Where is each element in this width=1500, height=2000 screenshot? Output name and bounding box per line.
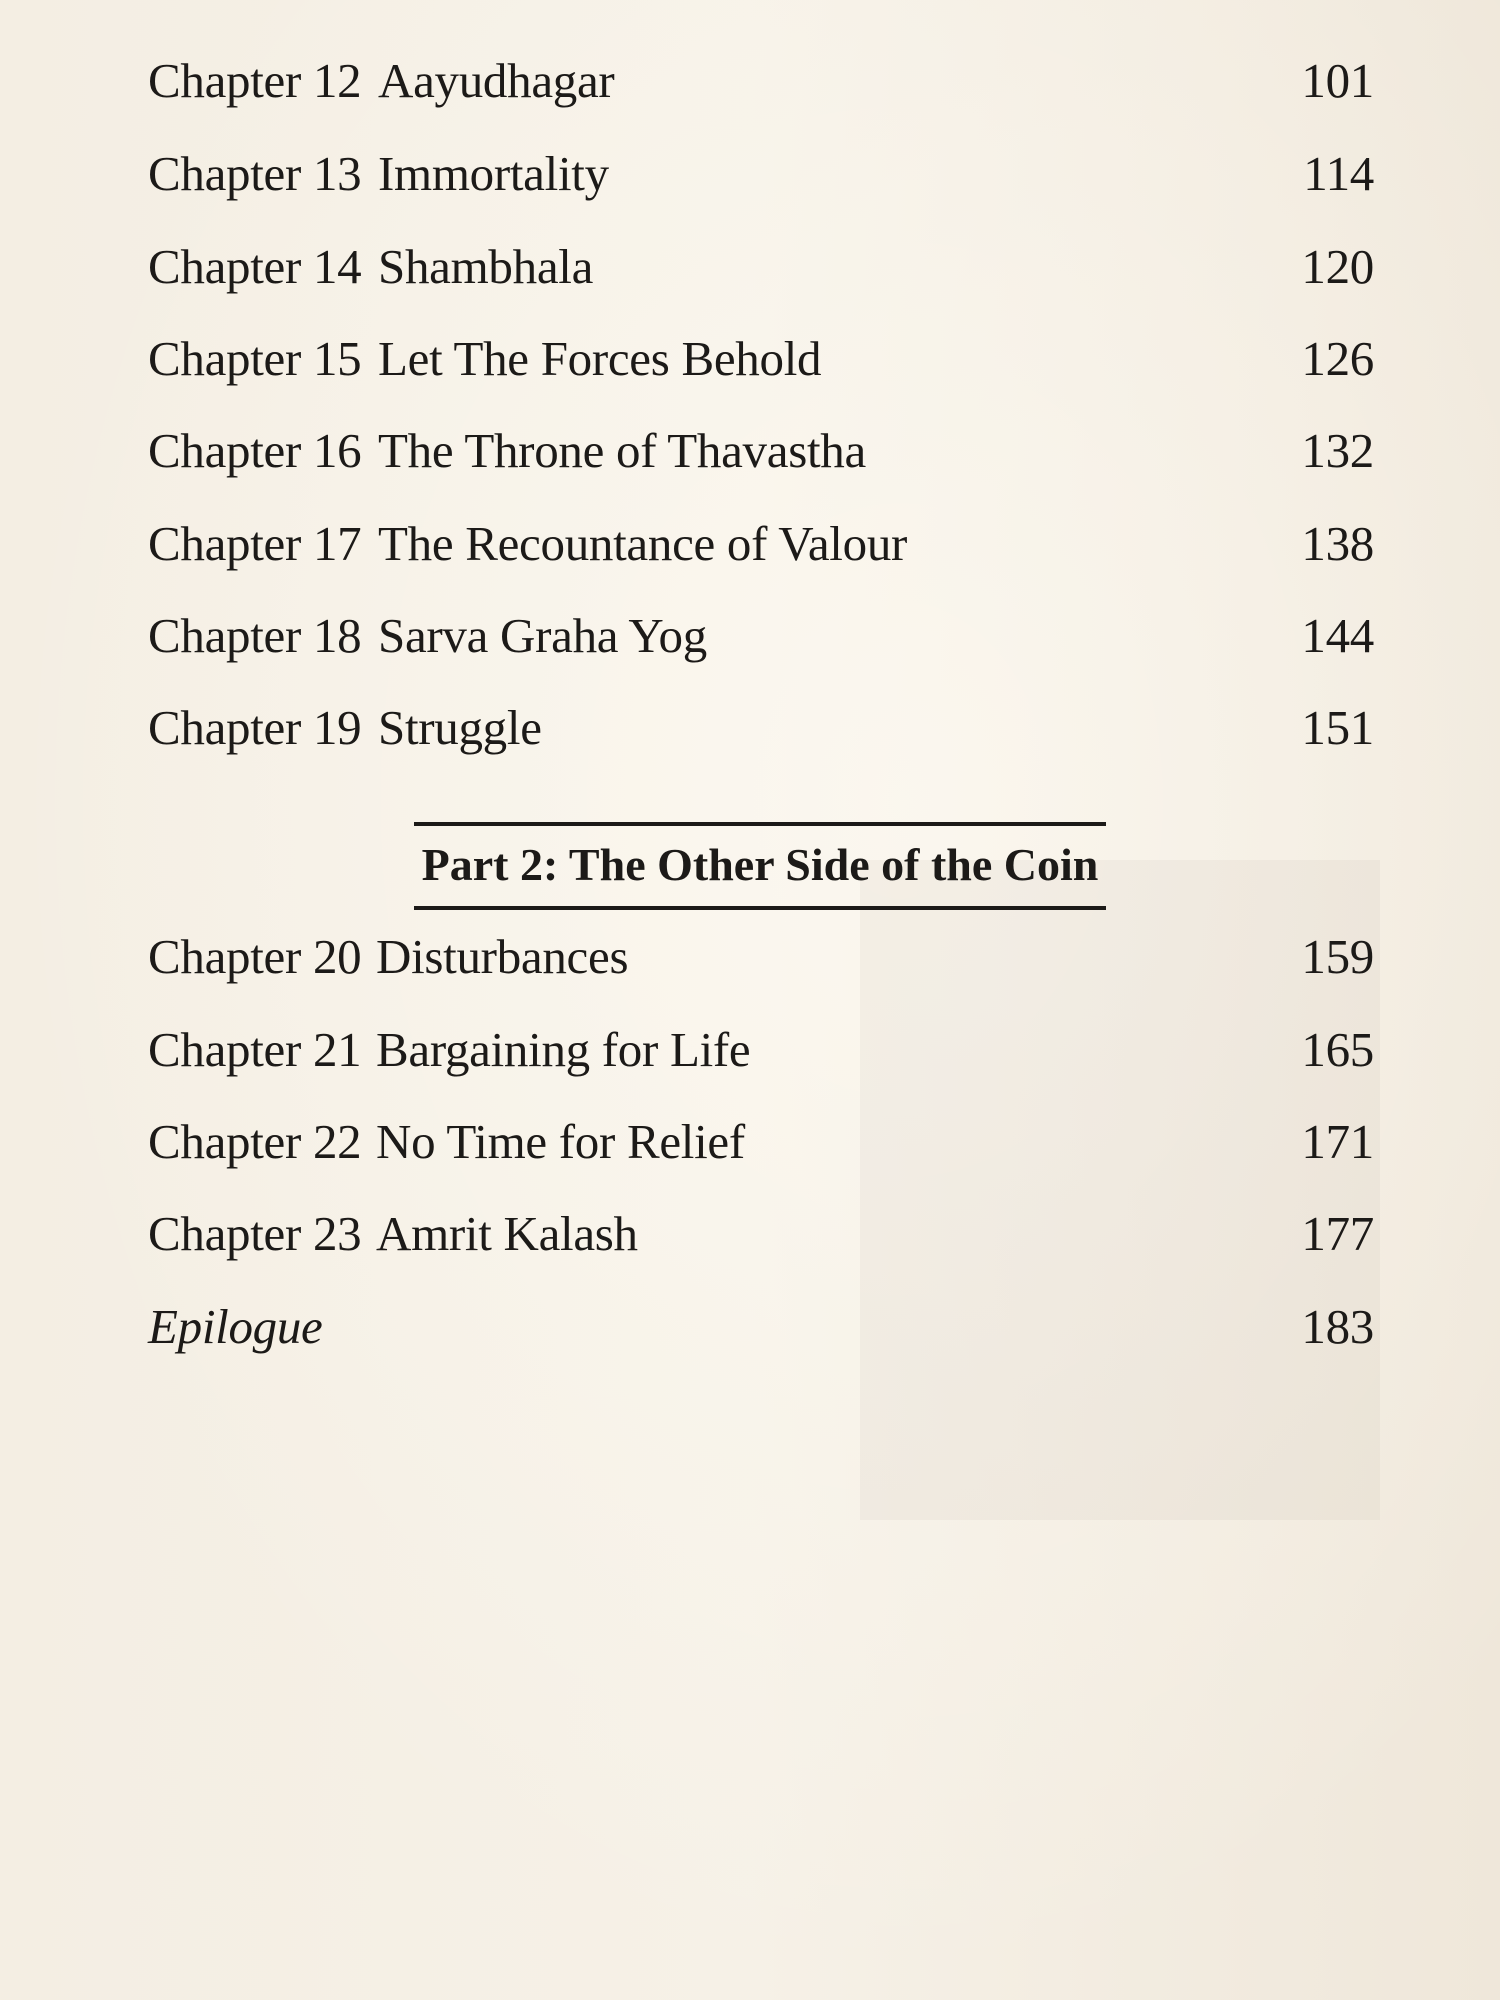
toc-entry bbox=[0, 601, 1500, 671]
page-number: 114 bbox=[1303, 146, 1374, 201]
page-number: 132 bbox=[1301, 423, 1374, 478]
chapter-label: Chapter 17 bbox=[148, 516, 362, 571]
chapter-title: Bargaining for Life bbox=[376, 1022, 751, 1077]
chapter-label: Chapter 22 bbox=[148, 1114, 362, 1169]
toc-entry bbox=[0, 1015, 1500, 1085]
toc-entry bbox=[0, 324, 1500, 394]
part-heading-text: Part 2: The Other Side of the Coin bbox=[421, 839, 1099, 890]
chapter-label: Chapter 14 bbox=[148, 239, 362, 294]
page-number: 126 bbox=[1301, 331, 1374, 386]
chapter-title: Struggle bbox=[378, 700, 542, 755]
page-number: 151 bbox=[1301, 700, 1374, 755]
toc-entry bbox=[0, 509, 1500, 579]
page-number: 159 bbox=[1301, 929, 1374, 984]
toc-entry bbox=[0, 232, 1500, 302]
chapter-title: Amrit Kalash bbox=[376, 1206, 638, 1261]
page-number: 165 bbox=[1301, 1022, 1374, 1077]
chapter-title: Immortality bbox=[378, 146, 609, 201]
chapter-title: Aayudhagar bbox=[378, 53, 615, 108]
toc-entry bbox=[0, 139, 1500, 209]
page-number: 120 bbox=[1301, 239, 1374, 294]
toc-entry bbox=[0, 1199, 1500, 1269]
chapter-title: The Throne of Thavastha bbox=[378, 423, 866, 478]
chapter-label: Chapter 16 bbox=[148, 423, 362, 478]
toc-entry bbox=[0, 922, 1500, 992]
page-number: 177 bbox=[1301, 1206, 1374, 1261]
chapter-title: Sarva Graha Yog bbox=[378, 608, 707, 663]
page-number: 144 bbox=[1301, 608, 1374, 663]
toc-entry bbox=[0, 693, 1500, 763]
chapter-label: Chapter 13 bbox=[148, 146, 362, 201]
toc-entry bbox=[0, 1107, 1500, 1177]
chapter-title: No Time for Relief bbox=[376, 1114, 745, 1169]
chapter-title: The Recountance of Valour bbox=[378, 516, 908, 571]
toc-entry bbox=[0, 416, 1500, 486]
chapter-label: Chapter 15 bbox=[148, 331, 362, 386]
epilogue-label: Epilogue bbox=[148, 1299, 323, 1354]
chapter-label: Chapter 12 bbox=[148, 53, 362, 108]
chapter-title: Disturbances bbox=[376, 929, 629, 984]
toc-entry-epilogue bbox=[0, 1292, 1500, 1362]
chapter-title: Let The Forces Behold bbox=[378, 331, 822, 386]
chapter-label: Chapter 23 bbox=[148, 1206, 362, 1261]
chapter-label: Chapter 18 bbox=[148, 608, 362, 663]
page-number: 171 bbox=[1301, 1114, 1374, 1169]
chapter-label: Chapter 20 bbox=[148, 929, 362, 984]
chapter-title: Shambhala bbox=[378, 239, 594, 294]
page-number: 138 bbox=[1301, 516, 1374, 571]
toc-entry bbox=[0, 46, 1500, 116]
page-number: 101 bbox=[1301, 53, 1374, 108]
chapter-label: Chapter 21 bbox=[148, 1022, 362, 1077]
chapter-label: Chapter 19 bbox=[148, 700, 362, 755]
page-number: 183 bbox=[1301, 1299, 1374, 1354]
part-heading bbox=[414, 822, 1106, 910]
